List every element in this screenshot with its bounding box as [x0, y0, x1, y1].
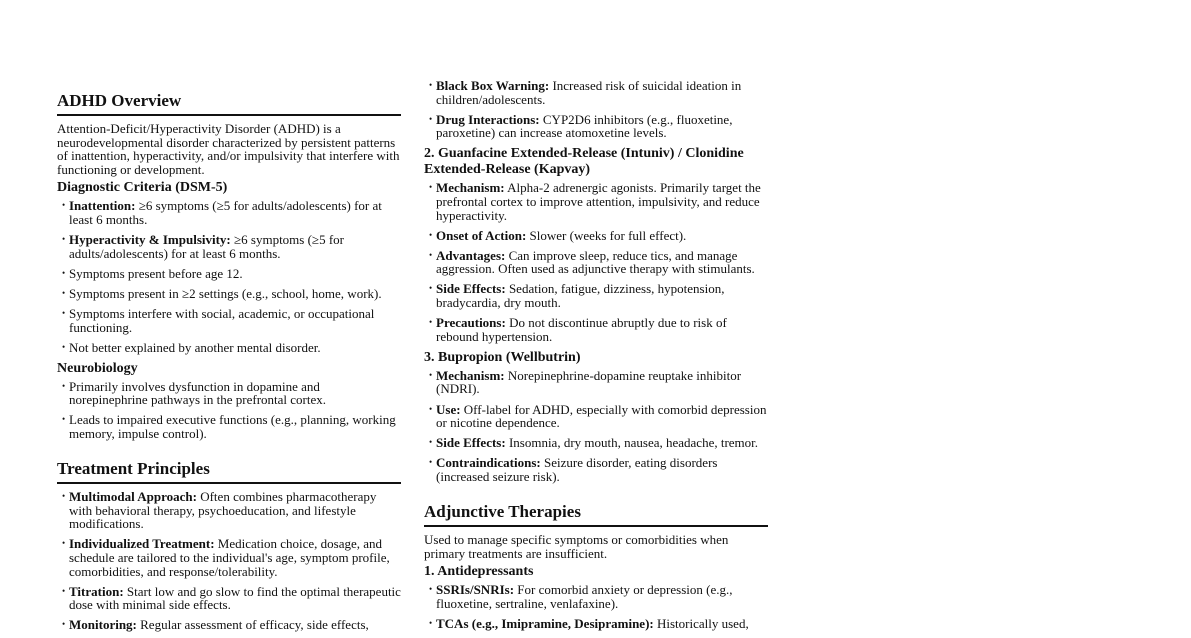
list-item [57, 233, 401, 260]
list-item [57, 490, 401, 531]
list-item [57, 380, 401, 407]
bullet-icon: • [62, 287, 66, 298]
bullet-icon: • [429, 229, 433, 240]
list-item [424, 249, 768, 276]
list-item [57, 267, 401, 281]
subsection-title-diagnostic-criteria: Diagnostic Criteria (DSM-5) [57, 180, 228, 196]
section-title-treatment-principles: Treatment Principles [57, 459, 401, 484]
bullet-icon: • [62, 585, 66, 596]
item-text: CYP2D6 inhibitors (e.g., fluoxetine, paroxetine) can increase atomoxetine levels. [436, 111, 733, 141]
item-label: Mechanism: [436, 180, 505, 196]
list-item [424, 617, 768, 631]
list-item [424, 316, 768, 343]
item-text: Often combines pharmacotherapy with behavioral therapy, psychoeducation, and lifestyle modifications. [69, 489, 377, 532]
item-label: Side Effects: [436, 435, 506, 451]
bullet-icon: • [429, 283, 433, 294]
item-text: Off-label for ADHD, especially with comorbid depression or nicotine dependence. [436, 401, 767, 431]
subsection-title-antidepressants: 1. Antidepressants [424, 564, 534, 580]
bullet-icon: • [429, 369, 433, 380]
overview-intro: Attention-Deficit/Hyperactivity Disorder (ADHD) is a neurodevelopmental disorder characterized by persistent patterns of inattention, hyperactivity, and/or impulsivity that interfere with functioning or development. [57, 121, 400, 177]
section-title-adjunctive-therapies: Adjunctive Therapies [424, 502, 768, 527]
left-column [57, 91, 401, 638]
bullet-icon: • [429, 113, 433, 124]
item-text: Sedation, fatigue, dizziness, hypotension, bradycardia, dry mouth. [436, 281, 725, 311]
right-column [424, 79, 768, 637]
bullet-icon: • [429, 317, 433, 328]
item-label: Black Box Warning: [436, 78, 550, 93]
list-item [57, 413, 401, 440]
list-item [57, 307, 401, 334]
bullet-icon: • [62, 414, 66, 425]
item-label: Onset of Action: [436, 227, 527, 243]
adjunctive-intro: Used to manage specific symptoms or comorbidities when primary treatments are insufficient. [424, 531, 729, 561]
item-text: Slower (weeks for full effect). [526, 227, 687, 243]
list-item [57, 199, 401, 226]
bullet-icon: • [62, 380, 66, 391]
item-label: Side Effects: [436, 281, 506, 297]
item-text: Primarily involves dysfunction in dopamine and norepinephrine pathways in the prefrontal cortex. [69, 378, 327, 408]
item-text: Leads to impaired executive functions (e.g., planning, working memory, impulse control). [69, 412, 396, 441]
item-text: For comorbid anxiety or depression (e.g., fluoxetine, sertraline, venlafaxine). [436, 582, 733, 611]
item-text: Not better explained by another mental disorder. [69, 339, 321, 355]
item-text: Start low and go slow to find the optimal therapeutic dose with minimal side effects. [69, 583, 401, 613]
atomoxetine-continued-list [424, 79, 768, 140]
list-item [424, 583, 768, 610]
list-item [424, 436, 768, 450]
item-text: Alpha-2 adrenergic agonists. Primarily target the prefrontal cortex to improve attention, impulsivity, and reduce hyperactivity. [436, 180, 761, 223]
list-item [424, 456, 768, 483]
item-text: ≥6 symptoms (≥5 for adults/adolescents) for at least 6 months. [69, 198, 382, 227]
subsection-title-guanfacine: 2. Guanfacine Extended-Release (Intuniv) / Clonidine Extended-Release (Kapvay) [424, 146, 744, 178]
bullet-icon: • [429, 182, 433, 193]
bullet-icon: • [62, 491, 66, 502]
item-text: Symptoms present in ≥2 settings (e.g., school, home, work). [69, 285, 382, 301]
list-item [57, 287, 401, 301]
item-label: Titration: [69, 583, 124, 599]
item-text: Insomnia, dry mouth, nausea, headache, tremor. [505, 435, 759, 451]
bullet-icon: • [429, 403, 433, 414]
item-label: Advantages: [436, 247, 506, 263]
bullet-icon: • [429, 80, 433, 90]
item-label: TCAs (e.g., Imipramine, Desipramine): [436, 615, 654, 631]
item-label: Inattention: [69, 198, 136, 214]
section-title-adhd-overview: ADHD Overview [57, 91, 401, 116]
bullet-icon: • [429, 457, 433, 468]
item-text: Symptoms interfere with social, academic, or occupational functioning. [69, 305, 375, 335]
bullet-icon: • [62, 267, 66, 278]
item-label: Contraindications: [436, 455, 541, 471]
item-text: Medication choice, dosage, and schedule are tailored to the individual's age, symptom profile, comorbidities, and response/tolerability. [69, 536, 390, 579]
item-text: Historically used, [653, 615, 749, 631]
item-label: Use: [436, 401, 461, 417]
item-label: Precautions: [436, 315, 506, 331]
subsection-title-neurobiology: Neurobiology [57, 360, 138, 376]
item-label: Hyperactivity & Impulsivity: [69, 232, 231, 248]
subsection-title-bupropion: 3. Bupropion (Wellbutrin) [424, 349, 581, 365]
list-item [424, 282, 768, 309]
item-label: SSRIs/SNRIs: [436, 582, 515, 598]
list-item [424, 229, 768, 243]
list-item [424, 113, 768, 140]
list-item [57, 341, 401, 355]
item-text: Increased risk of suicidal ideation in children/adolescents. [436, 78, 742, 107]
list-item [424, 403, 768, 430]
bullet-icon: • [62, 341, 66, 352]
bullet-icon: • [62, 234, 66, 245]
bullet-icon: • [62, 307, 66, 318]
bullet-icon: • [429, 249, 433, 260]
bullet-icon: • [429, 584, 433, 595]
item-text: Symptoms present before age 12. [69, 265, 243, 281]
guanfacine-list [424, 181, 768, 343]
item-text: Seizure disorder, eating disorders (increased seizure risk). [436, 455, 718, 484]
item-text: ≥6 symptoms (≥5 for adults/adolescents) for at least 6 months. [69, 232, 344, 261]
bullet-icon: • [429, 617, 433, 628]
item-label: Individualized Treatment: [69, 536, 215, 552]
bupropion-list [424, 369, 768, 484]
item-text: Regular assessment of efficacy, side effects, [136, 617, 369, 633]
bullet-icon: • [62, 538, 66, 549]
diagnostic-criteria-list [57, 199, 401, 354]
bullet-icon: • [62, 200, 66, 211]
bullet-icon: • [429, 437, 433, 448]
item-text: Norepinephrine-dopamine reuptake inhibitor (NDRI). [436, 367, 742, 397]
item-label: Drug Interactions: [436, 111, 540, 127]
list-item [57, 585, 401, 612]
list-item [424, 79, 768, 106]
item-label: Monitoring: [69, 617, 137, 633]
item-label: Multimodal Approach: [69, 489, 197, 505]
list-item [424, 181, 768, 222]
item-text: Do not discontinue abruptly due to risk of rebound hypertension. [436, 315, 727, 344]
antidepressants-list [424, 583, 768, 630]
list-item [57, 618, 401, 632]
list-item [424, 369, 768, 396]
list-item [57, 537, 401, 578]
neurobiology-list [57, 380, 401, 441]
bullet-icon: • [62, 619, 66, 630]
treatment-principles-list [57, 490, 401, 632]
item-label: Mechanism: [436, 367, 505, 383]
item-text: Can improve sleep, reduce tics, and manage aggression. Often used as adjunctive therapy with stimulants. [436, 247, 755, 277]
